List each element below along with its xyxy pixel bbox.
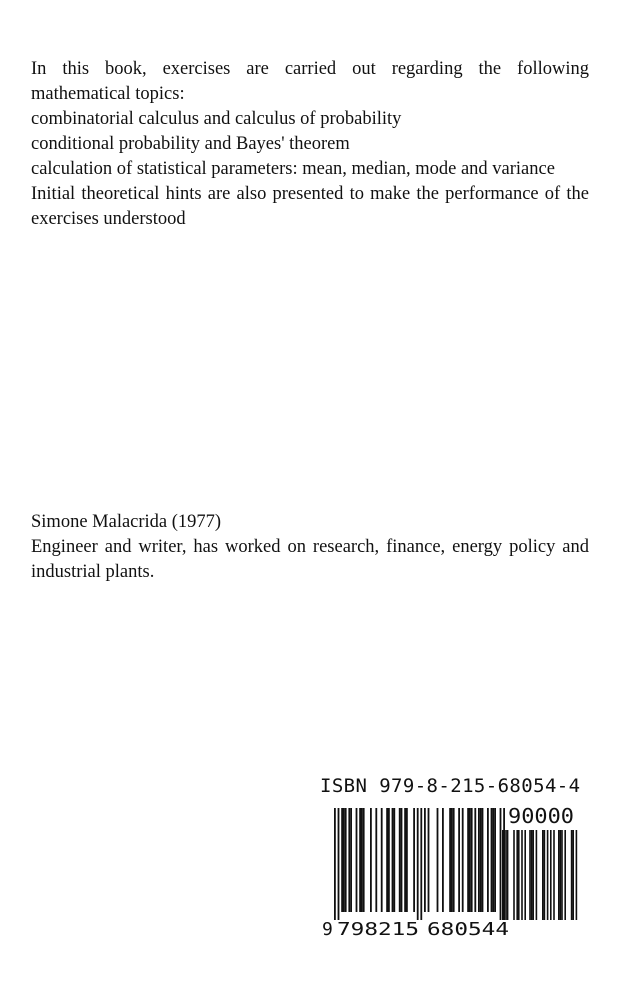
author-bio: Engineer and writer, has worked on research, finance, energy policy and industrial plants.: [31, 537, 589, 582]
barcode-bar: [467, 808, 469, 912]
barcode-bar: [437, 808, 439, 912]
description-intro: In this book, exercises are carried out regarding the following mathematical topics:: [31, 59, 589, 104]
addon-bar: [550, 830, 552, 920]
barcode-bar: [345, 808, 347, 912]
addon-bar: [518, 830, 520, 920]
barcode-bar: [348, 808, 350, 912]
barcode-bar: [406, 808, 408, 912]
author-section: [31, 510, 589, 585]
barcode-bar: [375, 808, 377, 912]
addon-bar: [505, 830, 507, 920]
barcode-bar: [343, 808, 345, 912]
barcode-bar: [350, 808, 352, 912]
barcode-bar: [424, 808, 426, 912]
barcode-bar: [442, 808, 444, 912]
barcode-bar: [492, 808, 494, 912]
barcode-bar: [404, 808, 406, 912]
addon-bar: [564, 830, 566, 920]
barcode-bar: [428, 808, 430, 912]
barcode-bar: [338, 808, 340, 920]
barcode-bar: [494, 808, 496, 912]
barcode-graphic: [300, 800, 590, 940]
isbn-label: ISBN 979-8-215-68054-4: [320, 775, 581, 797]
barcode-bar: [491, 808, 493, 912]
barcode-right-digits: 680544: [427, 919, 509, 940]
barcode-bar: [413, 808, 415, 912]
barcode-bar: [471, 808, 473, 912]
barcode-left-digits: 798215: [337, 919, 419, 940]
barcode-bar: [401, 808, 403, 912]
barcode-bar: [417, 808, 419, 920]
barcode-bar: [363, 808, 365, 912]
barcode-bar: [478, 808, 480, 912]
addon-bar: [529, 830, 531, 920]
addon-bar: [532, 830, 534, 920]
addon-bar: [544, 830, 546, 920]
barcode-bar: [458, 808, 460, 912]
topic-item: conditional probability and Bayes' theorem: [31, 134, 350, 154]
author-name: Simone Malacrida (1977): [31, 512, 222, 532]
addon-bar: [560, 830, 562, 920]
addon-bar: [542, 830, 544, 920]
addon-bar: [531, 830, 533, 920]
barcode-bar: [453, 808, 455, 912]
barcode-bar: [500, 808, 502, 920]
addon-bar: [521, 830, 523, 920]
topic-item: combinatorial calculus and calculus of probability: [31, 109, 402, 129]
barcode-bar: [356, 808, 358, 912]
addon-bar: [561, 830, 563, 920]
barcode-price-code: 90000: [508, 804, 574, 828]
addon-bar: [558, 830, 560, 920]
addon-bar: [571, 830, 573, 920]
barcode-bar: [386, 808, 388, 912]
addon-bar: [516, 830, 518, 920]
barcode-bar: [469, 808, 471, 912]
addon-bar: [536, 830, 538, 920]
barcode-bar: [399, 808, 401, 912]
barcode-bar: [341, 808, 343, 912]
barcode-bar: [487, 808, 489, 912]
barcode-bar: [482, 808, 484, 912]
barcode-bar: [393, 808, 395, 912]
addon-bar: [502, 830, 504, 920]
barcode-bar: [392, 808, 394, 912]
addon-bar: [524, 830, 526, 920]
addon-bar: [547, 830, 549, 920]
barcode-bar: [451, 808, 453, 912]
barcode-bar: [449, 808, 451, 912]
barcode-bar: [480, 808, 482, 912]
book-description: [31, 57, 589, 232]
addon-bar: [513, 830, 515, 920]
addon-bar: [507, 830, 509, 920]
description-closing: Initial theoretical hints are also presented to make the performance of the exercises understood: [31, 184, 589, 229]
addon-bar: [572, 830, 574, 920]
addon-bar: [576, 830, 578, 920]
barcode-bar: [359, 808, 361, 912]
barcode-bar: [361, 808, 363, 912]
topic-item: calculation of statistical parameters: mean, median, mode and variance: [31, 159, 555, 179]
barcode-bar: [420, 808, 422, 920]
barcode-bar: [388, 808, 390, 912]
barcode: [300, 800, 590, 940]
barcode-bar: [474, 808, 476, 912]
barcode-bar: [370, 808, 372, 912]
barcode-first-digit: 9: [322, 919, 333, 940]
barcode-bar: [381, 808, 383, 912]
addon-bar: [553, 830, 555, 920]
barcode-bar: [462, 808, 464, 912]
barcode-bar: [334, 808, 336, 920]
